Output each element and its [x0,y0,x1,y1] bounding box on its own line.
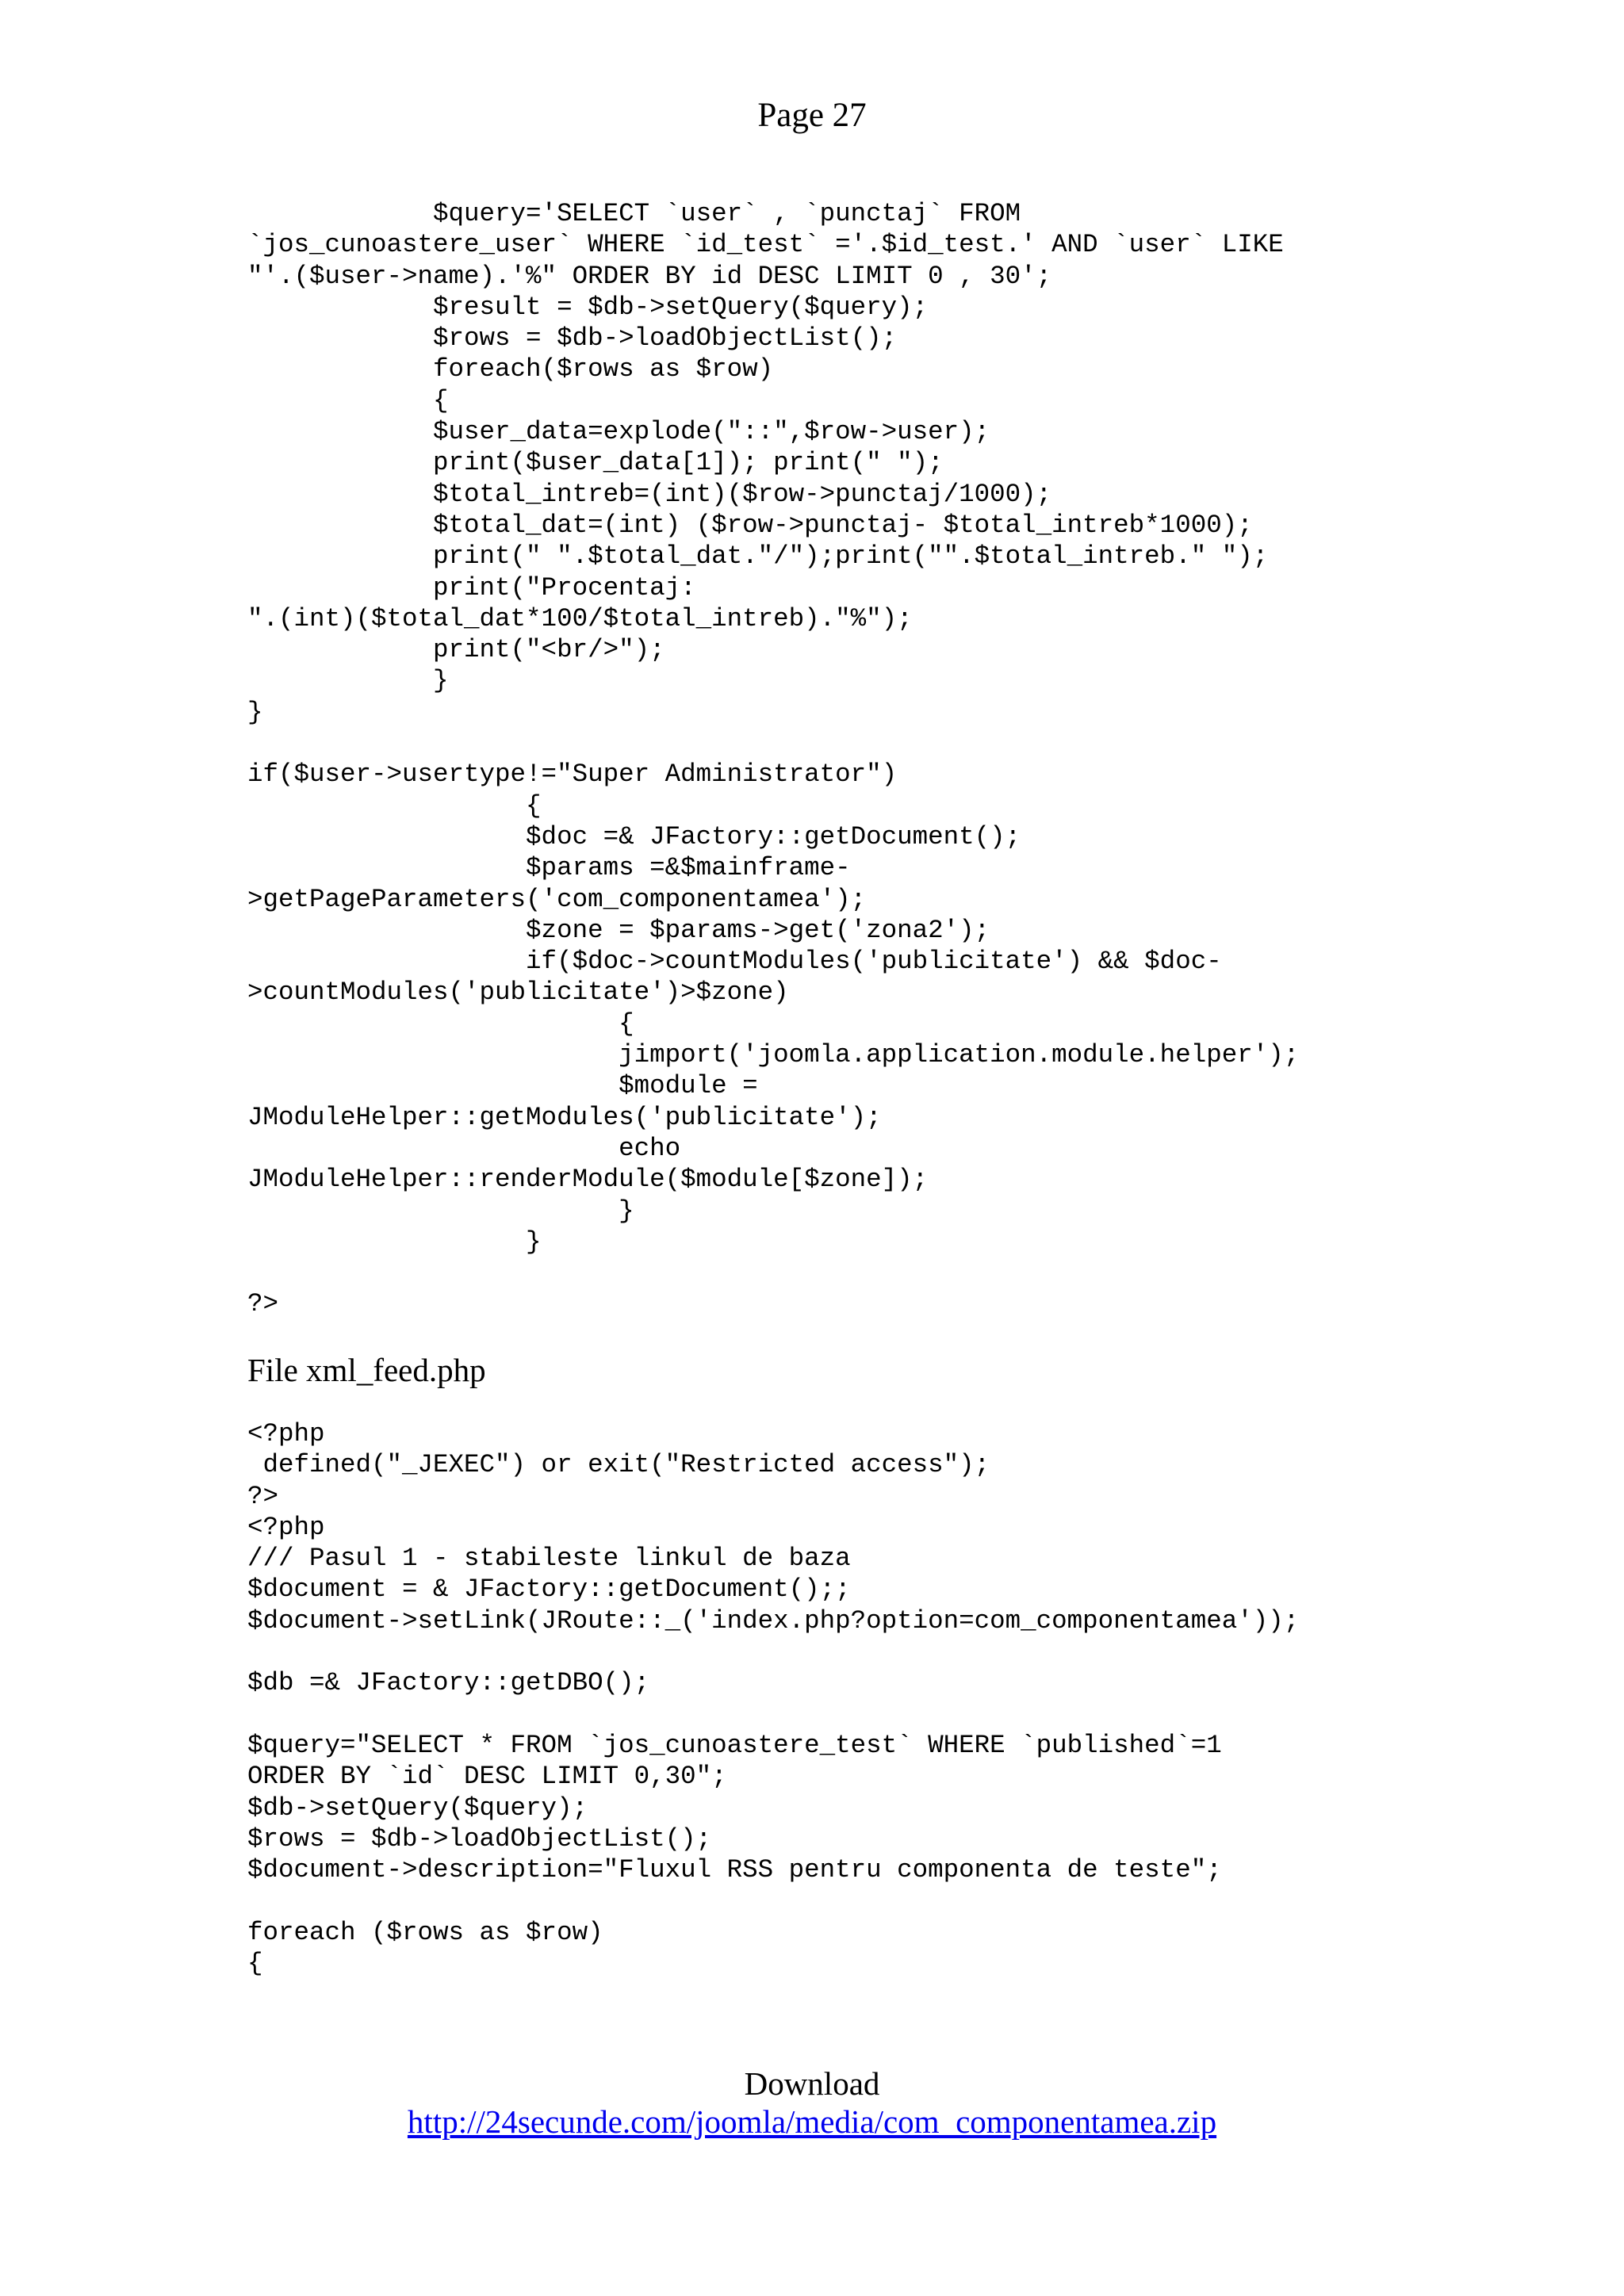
file-heading: File xml_feed.php [247,1352,486,1388]
php-code-block: $query='SELECT `user` , `punctaj` FROM `jos_cunoastere_user` WHERE `id_test` ='.$id_test.' AND `user` LIKE "'.($user->name).'%" ORDER BY id DESC LIMIT 0 , 30'; $result = $db->setQuery($query); $rows = $db->loadObjectList(); foreach($rows as $row) { $user_data=explode("::",$row->user); print($user_data[1]); print(" "); $total_intreb=(int)($row->punctaj/1000); $total_dat=(int) ($row->punctaj- $total_intreb*1000); print(" ".$total_dat."/");print("".$total_intreb." "); print("Procentaj: ".(int)($total_dat*100/$total_intreb)."%"); print("<br/>"); } } if($user->usertype!="Super Administrator") { $doc =& JFactory::getDocument(); $params =&$mainframe- >getPageParameters('com_componentamea'); $zone = $params->get('zona2'); if($doc->countModules('publicitate') && $doc- >countModules('publicitate')>$zone) { jimport('joomla.application.module.helper'); $module = JModuleHelper::getModules('publicitate'); echo JModuleHelper::renderModule($module[$zone]); } } ?> [247,199,1300,1319]
download-link[interactable]: http://24secunde.com/joomla/media/com_componentamea.zip [407,2103,1217,2140]
download-footer [0,2064,1624,2141]
download-label: Download [744,2065,880,2102]
page-number: Page 27 [757,97,867,134]
xml-feed-code-block: <?php defined("_JEXEC") or exit("Restricted access"); ?> <?php /// Pasul 1 - stabileste linkul de baza $document = & JFactory::getDocument();; $document->setLink(JRoute::_('index.php?option=com_componentamea')); $db =& JFactory::getDBO(); $query="SELECT * FROM `jos_cunoastere_test` WHERE `published`=1 ORDER BY `id` DESC LIMIT 0,30"; $db->setQuery($query); $rows = $db->loadObjectList(); $document->description="Fluxul RSS pentru componenta de teste"; foreach ($rows as $row) { [247,1419,1300,1979]
